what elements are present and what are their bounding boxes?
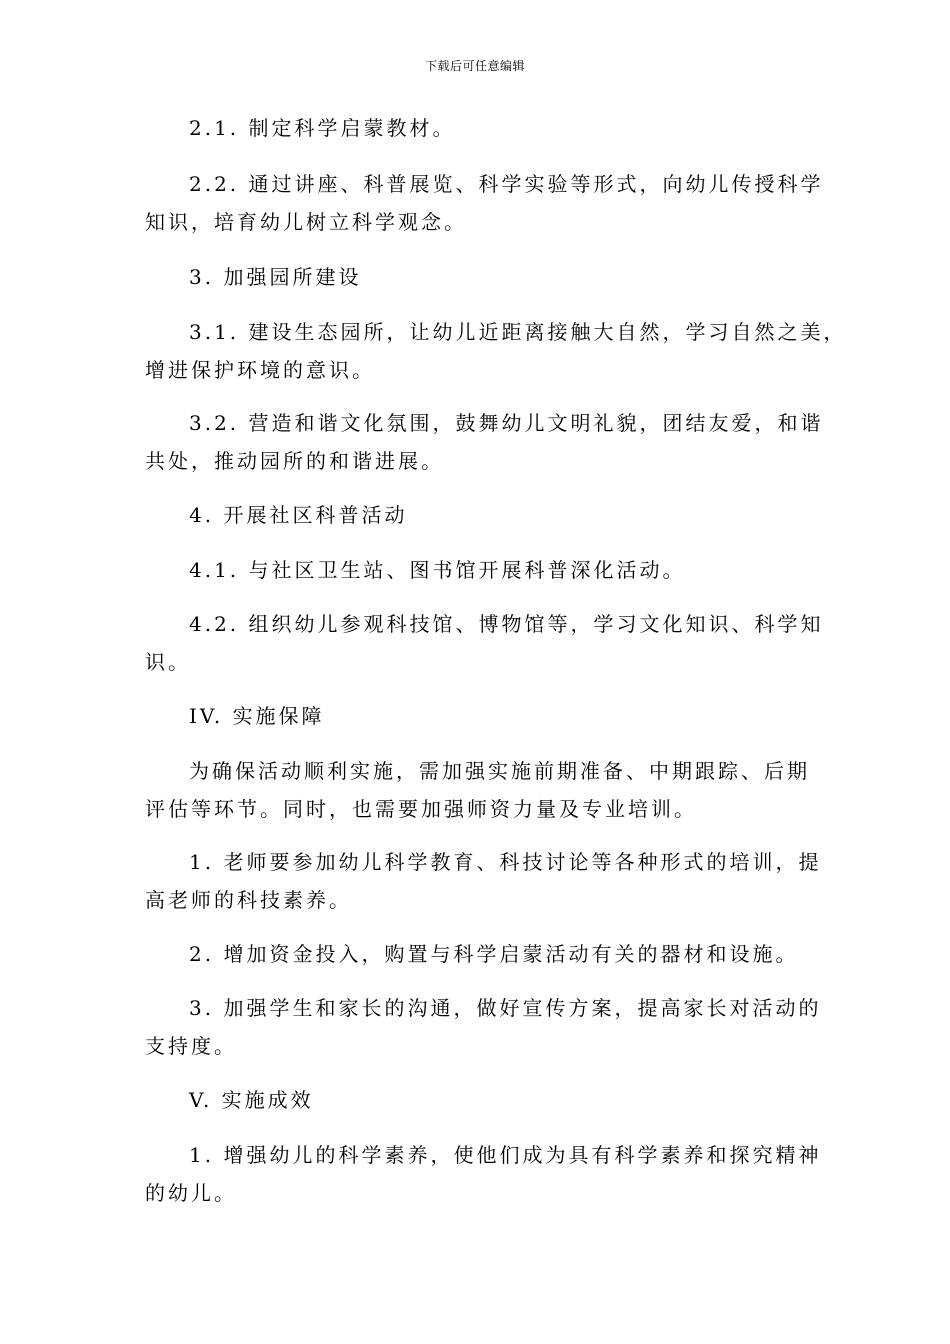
paragraph-2-1 bbox=[145, 109, 805, 147]
paragraph-line: 高老师的科技素养。 bbox=[145, 888, 352, 912]
heading-3 bbox=[145, 258, 805, 296]
paragraph-line: 增进保护环境的意识。 bbox=[145, 358, 375, 382]
paragraph-line: 2.2. 通过讲座、科普展览、科学实验等形式，向幼儿传授科学 bbox=[189, 172, 824, 196]
paragraph-v-1 bbox=[145, 1136, 822, 1212]
paragraph-iv-intro bbox=[145, 752, 810, 828]
paragraph-line: 3. 加强学生和家长的沟通，做好宣传方案，提高家长对活动的 bbox=[189, 996, 822, 1020]
paragraph-line: 识。 bbox=[145, 650, 191, 674]
paragraph-line: 支持度。 bbox=[145, 1034, 237, 1058]
paragraph-3-2 bbox=[145, 404, 824, 480]
paragraph-iv-2 bbox=[145, 935, 805, 973]
paragraph-line: 4. 开展社区科普活动 bbox=[189, 503, 408, 527]
paragraph-line: 1. 增强幼儿的科学素养，使他们成为具有科学素养和探究精神 bbox=[189, 1143, 822, 1167]
paragraph-line: 共处，推动园所的和谐进展。 bbox=[145, 449, 444, 473]
paragraph-line: 为确保活动顺利实施，需加强实施前期准备、中期跟踪、后期 bbox=[189, 759, 810, 783]
paragraph-line: 2.1. 制定科学启蒙教材。 bbox=[189, 116, 456, 140]
paragraph-4-1 bbox=[145, 551, 805, 589]
paragraph-line: 2. 增加资金投入，购置与科学启蒙活动有关的器材和设施。 bbox=[189, 942, 799, 966]
paragraph-iv-3 bbox=[145, 989, 822, 1065]
paragraph-iv-1 bbox=[145, 843, 822, 919]
paragraph-4-2 bbox=[145, 605, 824, 681]
paragraph-line: V. 实施成效 bbox=[189, 1088, 314, 1112]
paragraph-line: 3.2. 营造和谐文化氛围，鼓舞幼儿文明礼貌，团结友爱，和谐 bbox=[189, 411, 824, 435]
paragraph-line: 4.2. 组织幼儿参观科技馆、博物馆等，学习文化知识、科学知 bbox=[189, 612, 824, 636]
paragraph-line: IV. 实施保障 bbox=[189, 704, 325, 728]
paragraph-line: 1. 老师要参加幼儿科学教育、科技讨论等各种形式的培训，提 bbox=[189, 850, 822, 874]
paragraph-2-2 bbox=[145, 165, 824, 241]
paragraph-line: 知识，培育幼儿树立科学观念。 bbox=[145, 210, 467, 234]
paragraph-3-1 bbox=[145, 313, 847, 389]
paragraph-line: 3.1. 建设生态园所，让幼儿近距离接触大自然，学习自然之美， bbox=[189, 320, 847, 344]
paragraph-line: 3. 加强园所建设 bbox=[189, 265, 362, 289]
heading-v bbox=[145, 1081, 805, 1119]
heading-iv bbox=[145, 697, 805, 735]
heading-4 bbox=[145, 496, 805, 534]
page-header: 下载后可任意编辑 bbox=[424, 59, 525, 73]
paragraph-line: 的幼儿。 bbox=[145, 1181, 237, 1205]
paragraph-line: 评估等环节。同时，也需要加强师资力量及专业培训。 bbox=[145, 797, 697, 821]
paragraph-line: 4.1. 与社区卫生站、图书馆开展科普深化活动。 bbox=[189, 558, 686, 582]
